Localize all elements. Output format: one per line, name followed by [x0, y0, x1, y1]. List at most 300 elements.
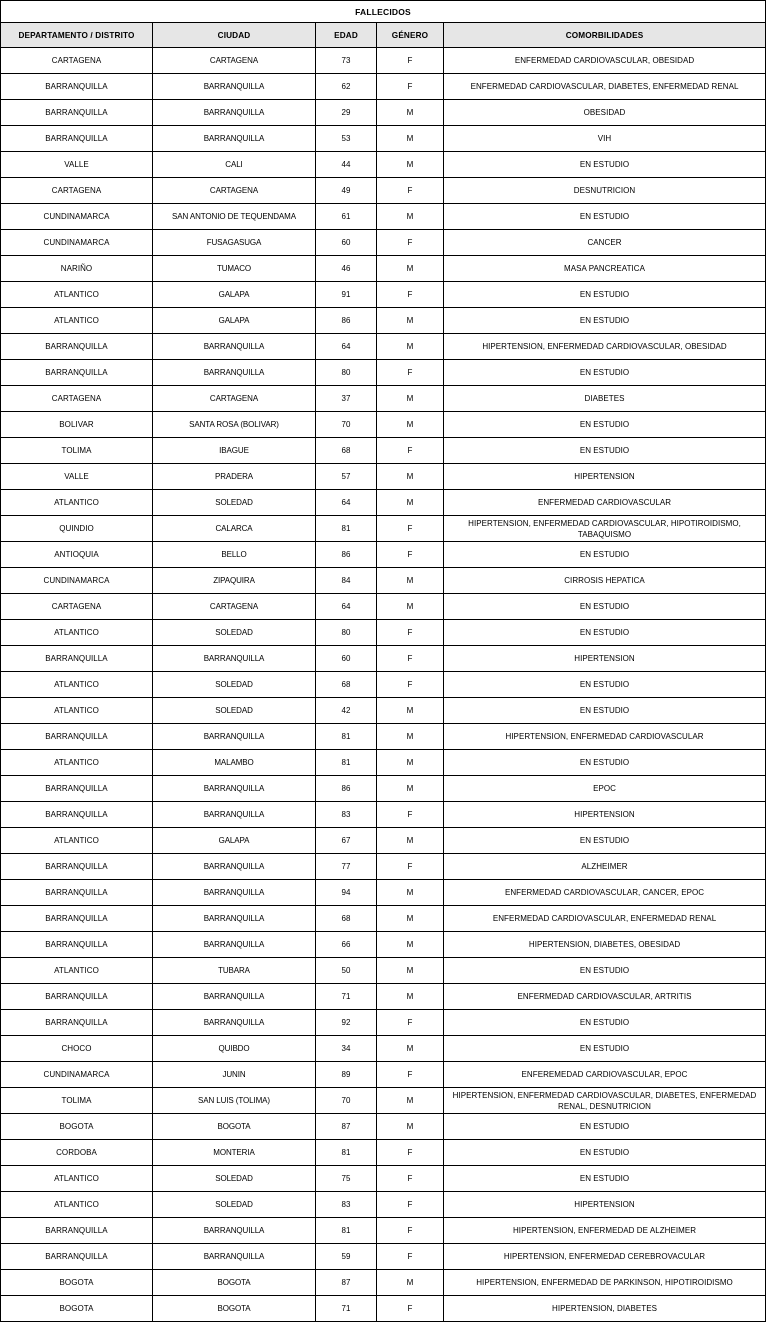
table-row[interactable]	[1, 516, 766, 542]
cell-comorbilidades[interactable]	[444, 1062, 766, 1088]
cell-edad[interactable]: 71	[316, 984, 377, 1010]
cell-ciudad[interactable]: CARTAGENA	[153, 178, 316, 204]
cell-departamento[interactable]: BOLIVAR	[1, 412, 153, 438]
cell-departamento[interactable]: CUNDINAMARCA	[1, 204, 153, 230]
cell-comorbilidades[interactable]	[444, 984, 766, 1010]
cell-comorbilidades[interactable]	[444, 1088, 766, 1114]
cell-ciudad[interactable]: CARTAGENA	[153, 594, 316, 620]
cell-genero[interactable]: M	[377, 1088, 444, 1114]
cell-ciudad[interactable]: QUIBDO	[153, 1036, 316, 1062]
cell-edad[interactable]: 66	[316, 932, 377, 958]
cell-genero[interactable]: M	[377, 750, 444, 776]
cell-departamento[interactable]: ATLANTICO	[1, 698, 153, 724]
cell-ciudad[interactable]: GALAPA	[153, 828, 316, 854]
cell-ciudad[interactable]: SAN LUIS (TOLIMA)	[153, 1088, 316, 1114]
cell-ciudad[interactable]: CALI	[153, 152, 316, 178]
cell-ciudad[interactable]: BARRANQUILLA	[153, 984, 316, 1010]
cell-departamento[interactable]: BARRANQUILLA	[1, 984, 153, 1010]
cell-genero[interactable]: M	[377, 568, 444, 594]
cell-edad[interactable]: 61	[316, 204, 377, 230]
cell-comorbilidades[interactable]	[444, 360, 766, 386]
cell-departamento[interactable]: CARTAGENA	[1, 178, 153, 204]
cell-departamento[interactable]: CHOCO	[1, 1036, 153, 1062]
cell-ciudad[interactable]: SOLEDAD	[153, 1166, 316, 1192]
cell-edad[interactable]: 68	[316, 672, 377, 698]
cell-edad[interactable]: 42	[316, 698, 377, 724]
cell-genero[interactable]: F	[377, 672, 444, 698]
cell-genero[interactable]: M	[377, 828, 444, 854]
cell-edad[interactable]: 81	[316, 1140, 377, 1166]
cell-comorbilidades[interactable]	[444, 672, 766, 698]
cell-genero[interactable]: F	[377, 542, 444, 568]
table-row[interactable]	[1, 48, 766, 74]
cell-comorbilidades[interactable]	[444, 594, 766, 620]
table-row[interactable]	[1, 1062, 766, 1088]
cell-genero[interactable]: F	[377, 802, 444, 828]
cell-edad[interactable]: 53	[316, 126, 377, 152]
cell-edad[interactable]: 70	[316, 412, 377, 438]
cell-comorbilidades[interactable]	[444, 152, 766, 178]
cell-comorbilidades[interactable]	[444, 958, 766, 984]
cell-genero[interactable]: F	[377, 1010, 444, 1036]
table-row[interactable]	[1, 412, 766, 438]
cell-ciudad[interactable]: BELLO	[153, 542, 316, 568]
cell-departamento[interactable]: CUNDINAMARCA	[1, 1062, 153, 1088]
cell-comorbilidades[interactable]	[444, 1192, 766, 1218]
table-row[interactable]	[1, 1166, 766, 1192]
table-row[interactable]	[1, 828, 766, 854]
cell-comorbilidades[interactable]	[444, 334, 766, 360]
cell-genero[interactable]: M	[377, 932, 444, 958]
cell-ciudad[interactable]: BARRANQUILLA	[153, 74, 316, 100]
table-row[interactable]	[1, 308, 766, 334]
cell-departamento[interactable]: BARRANQUILLA	[1, 906, 153, 932]
table-row[interactable]	[1, 984, 766, 1010]
cell-edad[interactable]: 86	[316, 308, 377, 334]
cell-departamento[interactable]: BARRANQUILLA	[1, 776, 153, 802]
cell-ciudad[interactable]: GALAPA	[153, 282, 316, 308]
cell-genero[interactable]: F	[377, 230, 444, 256]
cell-genero[interactable]: M	[377, 984, 444, 1010]
cell-ciudad[interactable]: IBAGUE	[153, 438, 316, 464]
table-row[interactable]	[1, 100, 766, 126]
cell-edad[interactable]: 57	[316, 464, 377, 490]
cell-genero[interactable]: M	[377, 1270, 444, 1296]
cell-departamento[interactable]: VALLE	[1, 464, 153, 490]
cell-comorbilidades[interactable]	[444, 1218, 766, 1244]
table-row[interactable]	[1, 152, 766, 178]
cell-genero[interactable]: F	[377, 1140, 444, 1166]
cell-comorbilidades[interactable]	[444, 1296, 766, 1322]
cell-comorbilidades[interactable]	[444, 724, 766, 750]
cell-genero[interactable]: M	[377, 958, 444, 984]
cell-edad[interactable]: 89	[316, 1062, 377, 1088]
cell-edad[interactable]: 80	[316, 360, 377, 386]
cell-comorbilidades[interactable]	[444, 178, 766, 204]
cell-edad[interactable]: 83	[316, 1192, 377, 1218]
cell-comorbilidades[interactable]	[444, 308, 766, 334]
cell-genero[interactable]: F	[377, 646, 444, 672]
table-row[interactable]	[1, 386, 766, 412]
cell-genero[interactable]: M	[377, 126, 444, 152]
cell-departamento[interactable]: QUINDIO	[1, 516, 153, 542]
cell-edad[interactable]: 70	[316, 1088, 377, 1114]
cell-comorbilidades[interactable]	[444, 1270, 766, 1296]
cell-comorbilidades[interactable]	[444, 412, 766, 438]
cell-genero[interactable]: M	[377, 386, 444, 412]
cell-edad[interactable]: 68	[316, 906, 377, 932]
column-header-genero[interactable]: GÉNERO	[377, 23, 444, 48]
cell-edad[interactable]: 64	[316, 490, 377, 516]
cell-genero[interactable]: M	[377, 464, 444, 490]
cell-ciudad[interactable]: BARRANQUILLA	[153, 802, 316, 828]
cell-ciudad[interactable]: MONTERIA	[153, 1140, 316, 1166]
cell-departamento[interactable]: BARRANQUILLA	[1, 334, 153, 360]
cell-ciudad[interactable]: BARRANQUILLA	[153, 906, 316, 932]
cell-comorbilidades[interactable]	[444, 698, 766, 724]
cell-departamento[interactable]: CUNDINAMARCA	[1, 230, 153, 256]
table-row[interactable]	[1, 438, 766, 464]
cell-comorbilidades[interactable]	[444, 1010, 766, 1036]
column-header-departamento[interactable]: DEPARTAMENTO / DISTRITO	[1, 23, 153, 48]
cell-edad[interactable]: 49	[316, 178, 377, 204]
cell-edad[interactable]: 37	[316, 386, 377, 412]
table-row[interactable]	[1, 802, 766, 828]
cell-genero[interactable]: M	[377, 256, 444, 282]
table-row[interactable]	[1, 126, 766, 152]
cell-comorbilidades[interactable]	[444, 490, 766, 516]
cell-departamento[interactable]: CORDOBA	[1, 1140, 153, 1166]
cell-departamento[interactable]: BARRANQUILLA	[1, 1218, 153, 1244]
cell-departamento[interactable]: ATLANTICO	[1, 282, 153, 308]
cell-comorbilidades[interactable]	[444, 230, 766, 256]
cell-ciudad[interactable]: BARRANQUILLA	[153, 776, 316, 802]
table-row[interactable]	[1, 880, 766, 906]
cell-comorbilidades[interactable]	[444, 880, 766, 906]
cell-departamento[interactable]: BARRANQUILLA	[1, 100, 153, 126]
cell-comorbilidades[interactable]	[444, 1166, 766, 1192]
table-row[interactable]	[1, 282, 766, 308]
cell-comorbilidades[interactable]	[444, 204, 766, 230]
cell-departamento[interactable]: BARRANQUILLA	[1, 724, 153, 750]
column-header-edad[interactable]: EDAD	[316, 23, 377, 48]
cell-departamento[interactable]: BARRANQUILLA	[1, 880, 153, 906]
cell-ciudad[interactable]: SOLEDAD	[153, 490, 316, 516]
cell-comorbilidades[interactable]	[444, 100, 766, 126]
cell-genero[interactable]: F	[377, 1218, 444, 1244]
cell-genero[interactable]: F	[377, 1062, 444, 1088]
cell-edad[interactable]: 60	[316, 646, 377, 672]
cell-comorbilidades[interactable]	[444, 1244, 766, 1270]
cell-departamento[interactable]: BARRANQUILLA	[1, 74, 153, 100]
cell-edad[interactable]: 73	[316, 48, 377, 74]
cell-edad[interactable]: 87	[316, 1270, 377, 1296]
cell-edad[interactable]: 67	[316, 828, 377, 854]
table-row[interactable]	[1, 542, 766, 568]
cell-departamento[interactable]: VALLE	[1, 152, 153, 178]
cell-edad[interactable]: 60	[316, 230, 377, 256]
table-row[interactable]	[1, 568, 766, 594]
cell-ciudad[interactable]: GALAPA	[153, 308, 316, 334]
cell-departamento[interactable]: NARIÑO	[1, 256, 153, 282]
cell-ciudad[interactable]: JUNIN	[153, 1062, 316, 1088]
cell-edad[interactable]: 59	[316, 1244, 377, 1270]
cell-edad[interactable]: 34	[316, 1036, 377, 1062]
cell-genero[interactable]: F	[377, 1244, 444, 1270]
cell-genero[interactable]: F	[377, 1166, 444, 1192]
cell-departamento[interactable]: ATLANTICO	[1, 308, 153, 334]
cell-comorbilidades[interactable]	[444, 932, 766, 958]
cell-genero[interactable]: F	[377, 516, 444, 542]
table-row[interactable]	[1, 906, 766, 932]
cell-edad[interactable]: 81	[316, 750, 377, 776]
cell-comorbilidades[interactable]	[444, 542, 766, 568]
cell-departamento[interactable]: ATLANTICO	[1, 958, 153, 984]
cell-comorbilidades[interactable]	[444, 438, 766, 464]
cell-edad[interactable]: 64	[316, 334, 377, 360]
cell-comorbilidades[interactable]	[444, 386, 766, 412]
cell-ciudad[interactable]: BARRANQUILLA	[153, 724, 316, 750]
cell-genero[interactable]: M	[377, 412, 444, 438]
cell-ciudad[interactable]: CALARCA	[153, 516, 316, 542]
table-row[interactable]	[1, 1140, 766, 1166]
cell-ciudad[interactable]: SOLEDAD	[153, 698, 316, 724]
cell-ciudad[interactable]: CARTAGENA	[153, 48, 316, 74]
cell-comorbilidades[interactable]	[444, 906, 766, 932]
cell-comorbilidades[interactable]	[444, 1036, 766, 1062]
cell-departamento[interactable]: CARTAGENA	[1, 48, 153, 74]
cell-ciudad[interactable]: BOGOTA	[153, 1270, 316, 1296]
cell-departamento[interactable]: BOGOTA	[1, 1296, 153, 1322]
cell-departamento[interactable]: ATLANTICO	[1, 1192, 153, 1218]
cell-genero[interactable]: M	[377, 334, 444, 360]
cell-ciudad[interactable]: BARRANQUILLA	[153, 646, 316, 672]
cell-ciudad[interactable]: TUBARA	[153, 958, 316, 984]
cell-genero[interactable]: M	[377, 1114, 444, 1140]
table-row[interactable]	[1, 698, 766, 724]
cell-genero[interactable]: M	[377, 1036, 444, 1062]
table-row[interactable]	[1, 1010, 766, 1036]
cell-ciudad[interactable]: ZIPAQUIRA	[153, 568, 316, 594]
cell-genero[interactable]: M	[377, 152, 444, 178]
table-row[interactable]	[1, 1036, 766, 1062]
cell-ciudad[interactable]: BARRANQUILLA	[153, 126, 316, 152]
cell-comorbilidades[interactable]	[444, 802, 766, 828]
table-row[interactable]	[1, 1244, 766, 1270]
table-row[interactable]	[1, 750, 766, 776]
cell-genero[interactable]: M	[377, 724, 444, 750]
table-row[interactable]	[1, 776, 766, 802]
cell-comorbilidades[interactable]	[444, 74, 766, 100]
table-row[interactable]	[1, 74, 766, 100]
cell-genero[interactable]: F	[377, 48, 444, 74]
table-row[interactable]	[1, 204, 766, 230]
cell-comorbilidades[interactable]	[444, 854, 766, 880]
cell-genero[interactable]: M	[377, 490, 444, 516]
cell-genero[interactable]: M	[377, 204, 444, 230]
table-row[interactable]	[1, 1296, 766, 1322]
cell-genero[interactable]: M	[377, 698, 444, 724]
cell-genero[interactable]: F	[377, 178, 444, 204]
table-row[interactable]	[1, 620, 766, 646]
table-row[interactable]	[1, 256, 766, 282]
cell-edad[interactable]: 75	[316, 1166, 377, 1192]
table-row[interactable]	[1, 1270, 766, 1296]
comorbilidades-text: EN ESTUDIO	[579, 966, 630, 975]
table-row[interactable]	[1, 1218, 766, 1244]
cell-genero[interactable]: F	[377, 620, 444, 646]
cell-departamento[interactable]: BARRANQUILLA	[1, 1244, 153, 1270]
cell-ciudad[interactable]: TUMACO	[153, 256, 316, 282]
cell-departamento[interactable]: BARRANQUILLA	[1, 360, 153, 386]
cell-edad[interactable]: 91	[316, 282, 377, 308]
table-row[interactable]	[1, 646, 766, 672]
cell-ciudad[interactable]: BARRANQUILLA	[153, 932, 316, 958]
cell-edad[interactable]: 68	[316, 438, 377, 464]
cell-genero[interactable]: F	[377, 854, 444, 880]
cell-comorbilidades[interactable]	[444, 620, 766, 646]
cell-departamento[interactable]: CARTAGENA	[1, 594, 153, 620]
cell-departamento[interactable]: ATLANTICO	[1, 750, 153, 776]
cell-departamento[interactable]: BARRANQUILLA	[1, 1010, 153, 1036]
cell-genero[interactable]: F	[377, 360, 444, 386]
cell-departamento[interactable]: BARRANQUILLA	[1, 126, 153, 152]
cell-edad[interactable]: 71	[316, 1296, 377, 1322]
cell-comorbilidades[interactable]	[444, 646, 766, 672]
cell-genero[interactable]: M	[377, 906, 444, 932]
cell-edad[interactable]: 62	[316, 74, 377, 100]
column-header-ciudad[interactable]: CIUDAD	[153, 23, 316, 48]
cell-comorbilidades[interactable]	[444, 126, 766, 152]
cell-edad[interactable]: 94	[316, 880, 377, 906]
cell-ciudad[interactable]: SOLEDAD	[153, 672, 316, 698]
cell-ciudad[interactable]: BARRANQUILLA	[153, 100, 316, 126]
cell-comorbilidades[interactable]	[444, 776, 766, 802]
cell-comorbilidades[interactable]	[444, 282, 766, 308]
table-row[interactable]	[1, 672, 766, 698]
cell-comorbilidades[interactable]	[444, 1140, 766, 1166]
cell-ciudad[interactable]: BARRANQUILLA	[153, 1244, 316, 1270]
table-row[interactable]	[1, 932, 766, 958]
cell-genero[interactable]: F	[377, 1192, 444, 1218]
cell-ciudad[interactable]: MALAMBO	[153, 750, 316, 776]
cell-edad[interactable]: 29	[316, 100, 377, 126]
cell-departamento[interactable]: ATLANTICO	[1, 490, 153, 516]
cell-departamento[interactable]: CARTAGENA	[1, 386, 153, 412]
cell-departamento[interactable]: BOGOTA	[1, 1114, 153, 1140]
cell-edad[interactable]: 83	[316, 802, 377, 828]
cell-ciudad[interactable]: BARRANQUILLA	[153, 854, 316, 880]
cell-departamento[interactable]: BARRANQUILLA	[1, 802, 153, 828]
cell-ciudad[interactable]: BOGOTA	[153, 1114, 316, 1140]
cell-ciudad[interactable]: BARRANQUILLA	[153, 360, 316, 386]
cell-ciudad[interactable]: SOLEDAD	[153, 620, 316, 646]
cell-departamento[interactable]: TOLIMA	[1, 1088, 153, 1114]
cell-departamento[interactable]: ATLANTICO	[1, 828, 153, 854]
cell-edad[interactable]: 81	[316, 1218, 377, 1244]
cell-edad[interactable]: 77	[316, 854, 377, 880]
cell-comorbilidades[interactable]	[444, 828, 766, 854]
cell-departamento[interactable]: CUNDINAMARCA	[1, 568, 153, 594]
cell-comorbilidades[interactable]	[444, 516, 766, 542]
cell-comorbilidades[interactable]	[444, 568, 766, 594]
cell-comorbilidades[interactable]	[444, 256, 766, 282]
cell-edad[interactable]: 44	[316, 152, 377, 178]
cell-departamento[interactable]: BARRANQUILLA	[1, 854, 153, 880]
cell-ciudad[interactable]: BARRANQUILLA	[153, 334, 316, 360]
cell-departamento[interactable]: BARRANQUILLA	[1, 646, 153, 672]
cell-ciudad[interactable]: SAN ANTONIO DE TEQUENDAMA	[153, 204, 316, 230]
table-row[interactable]	[1, 1114, 766, 1140]
cell-departamento[interactable]: ANTIOQUIA	[1, 542, 153, 568]
cell-ciudad[interactable]: BOGOTA	[153, 1296, 316, 1322]
table-row[interactable]	[1, 230, 766, 256]
cell-edad[interactable]: 92	[316, 1010, 377, 1036]
table-row[interactable]	[1, 360, 766, 386]
cell-departamento[interactable]: BARRANQUILLA	[1, 932, 153, 958]
cell-edad[interactable]: 50	[316, 958, 377, 984]
table-row[interactable]	[1, 334, 766, 360]
cell-departamento[interactable]: ATLANTICO	[1, 1166, 153, 1192]
cell-edad[interactable]: 87	[316, 1114, 377, 1140]
cell-genero[interactable]: M	[377, 880, 444, 906]
cell-edad[interactable]: 64	[316, 594, 377, 620]
cell-genero[interactable]: F	[377, 438, 444, 464]
table-row[interactable]	[1, 594, 766, 620]
cell-edad[interactable]: 84	[316, 568, 377, 594]
cell-comorbilidades[interactable]	[444, 750, 766, 776]
table-row[interactable]	[1, 178, 766, 204]
cell-edad[interactable]: 86	[316, 776, 377, 802]
table-row[interactable]	[1, 958, 766, 984]
table-row[interactable]	[1, 490, 766, 516]
cell-ciudad[interactable]: BARRANQUILLA	[153, 1010, 316, 1036]
cell-ciudad[interactable]: PRADERA	[153, 464, 316, 490]
cell-genero[interactable]: M	[377, 100, 444, 126]
cell-comorbilidades[interactable]	[444, 48, 766, 74]
cell-departamento[interactable]: BOGOTA	[1, 1270, 153, 1296]
cell-edad[interactable]: 86	[316, 542, 377, 568]
cell-edad[interactable]: 80	[316, 620, 377, 646]
table-row[interactable]	[1, 854, 766, 880]
cell-genero[interactable]: M	[377, 594, 444, 620]
table-row[interactable]	[1, 464, 766, 490]
cell-genero[interactable]: M	[377, 776, 444, 802]
cell-ciudad[interactable]: BARRANQUILLA	[153, 880, 316, 906]
cell-edad[interactable]: 81	[316, 516, 377, 542]
cell-comorbilidades[interactable]	[444, 1114, 766, 1140]
cell-ciudad[interactable]: SOLEDAD	[153, 1192, 316, 1218]
cell-genero[interactable]: M	[377, 308, 444, 334]
table-row[interactable]	[1, 724, 766, 750]
cell-genero[interactable]: F	[377, 74, 444, 100]
cell-edad[interactable]: 46	[316, 256, 377, 282]
cell-ciudad[interactable]: FUSAGASUGA	[153, 230, 316, 256]
cell-genero[interactable]: F	[377, 282, 444, 308]
cell-edad[interactable]: 81	[316, 724, 377, 750]
cell-ciudad[interactable]: BARRANQUILLA	[153, 1218, 316, 1244]
table-row[interactable]	[1, 1192, 766, 1218]
cell-departamento[interactable]: ATLANTICO	[1, 620, 153, 646]
column-header-comorbilidades[interactable]: COMORBILIDADES	[444, 23, 766, 48]
cell-genero[interactable]: F	[377, 1296, 444, 1322]
table-row[interactable]	[1, 1088, 766, 1114]
cell-departamento[interactable]: TOLIMA	[1, 438, 153, 464]
cell-ciudad[interactable]: CARTAGENA	[153, 386, 316, 412]
cell-comorbilidades[interactable]	[444, 464, 766, 490]
cell-ciudad[interactable]: SANTA ROSA (BOLIVAR)	[153, 412, 316, 438]
cell-departamento[interactable]: ATLANTICO	[1, 672, 153, 698]
